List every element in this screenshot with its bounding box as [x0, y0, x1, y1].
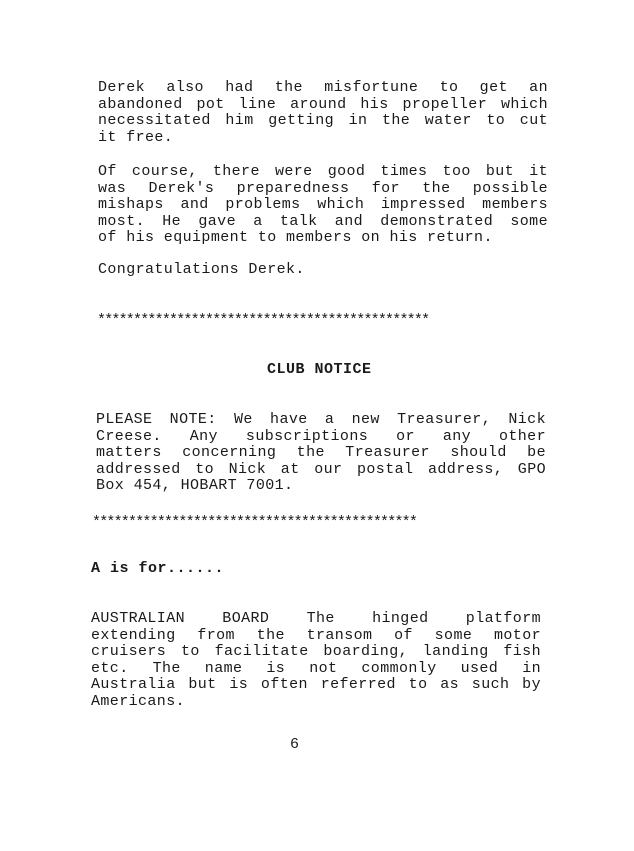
text-line: of his equipment to members on his return.: [98, 229, 493, 246]
text-line: most. He gave a talk and demonstrated some: [98, 212, 548, 230]
text-line: matters concerning the Treasurer should be: [96, 444, 546, 461]
text-line: Americans.: [91, 692, 186, 710]
text-line: Box 454, HOBART 7001.: [96, 477, 294, 494]
text-line: Australia but is often referred to as such by: [91, 676, 541, 693]
page-number: 6: [290, 736, 300, 753]
text-line: PLEASE NOTE: We have a new Treasurer, Nick: [96, 411, 546, 428]
club-notice-heading: CLUB NOTICE: [267, 361, 372, 378]
text-line: necessitated him getting in the water to cut: [98, 112, 548, 129]
a-is-for-heading: A is for......: [91, 560, 225, 577]
paragraph-good-times: [98, 164, 548, 247]
text-line: cruisers to facilitate boarding, landing fish: [91, 643, 541, 660]
paragraph-treasurer-notice: [96, 412, 546, 495]
text-line: Of course, there were good times too but it: [98, 163, 548, 180]
text-line: mishaps and problems which impressed members: [98, 196, 548, 213]
text-line: it free.: [98, 128, 174, 146]
paragraph-derek-pot-line: [98, 80, 548, 146]
separator-asterisks: *********************************************: [92, 515, 417, 531]
paragraph-congratulations: [98, 262, 548, 279]
text-line: Creese. Any subscriptions or any other: [96, 427, 546, 445]
text-line: etc. The name is not commonly used in: [91, 659, 541, 677]
text-line: was Derek's preparedness for the possible: [98, 179, 548, 197]
text-line: AUSTRALIAN BOARD The hinged platform: [91, 610, 541, 627]
paragraph-australian-board: [91, 611, 541, 710]
text-line: addressed to Nick at our postal address, GPO: [96, 460, 546, 478]
text-line: extending from the transom of some motor: [91, 626, 541, 644]
text-line: Congratulations Derek.: [98, 261, 305, 278]
text-line: abandoned pot line around his propeller which: [98, 95, 548, 113]
separator-asterisks: **********************************************: [97, 313, 429, 329]
text-line: Derek also had the misfortune to get an: [98, 79, 548, 96]
